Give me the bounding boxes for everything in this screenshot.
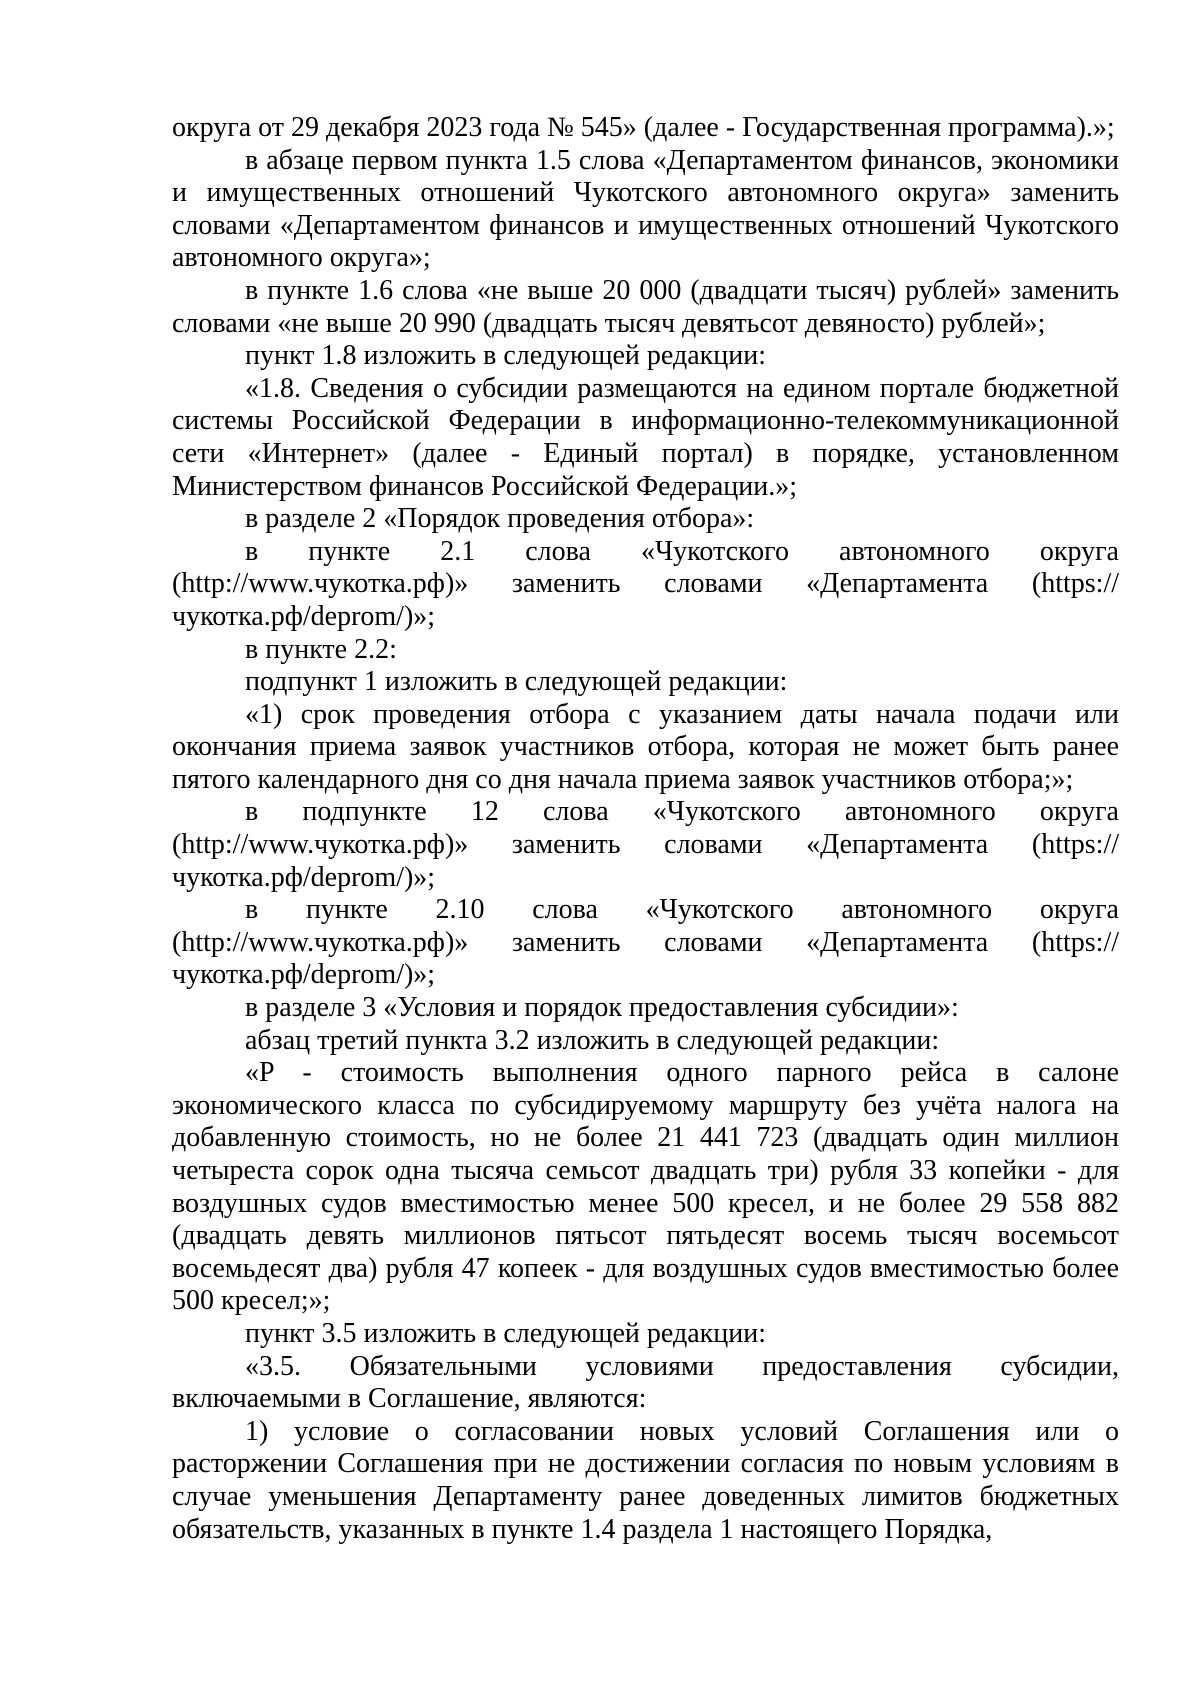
paragraph-4: пункт 1.8 изложить в следующей редакции: <box>245 340 766 372</box>
paragraph-8: в пункте 2.2: <box>245 633 397 665</box>
paragraph-15: «P - стоимость выполнения одного парного рейса в салоне экономического класса по субсидируемому маршруту без учёта налога на добавленную стоимость, но не более 21 441 723 (двадцать один миллион четыреста сорок одна тысяча семьсот двадцать три) рубля 33 копейки - для воздушных судов вместимостью менее 500 кресел, и не более 29 558 882 (двадцать девять миллионов пятьсот пятьдесят восемь тысяч восемьсот восемьдесят два) рубля 47 копеек - для воздушных судов вместимостью более 500 кресел;»; <box>172 1057 1119 1317</box>
paragraph-17: «3.5. Обязательными условиями предоставления субсидии, включаемыми в Соглашение, являются: <box>172 1350 1119 1415</box>
paragraph-18: 1) условие о согласовании новых условий Соглашения или о расторжении Соглашения при не достижении согласия по новым условиям в случае уменьшения Департаменту ранее доведенных лимитов бюджетных обязательств, указанных в пункте 1.4 раздела 1 настоящего Порядка, <box>172 1415 1119 1545</box>
paragraph-10: «1) срок проведения отбора с указанием даты начала подачи или окончания приема заявок участников отбора, которая не может быть ранее пятого календарного дня со дня начала приема заявок участников отбора;»; <box>172 698 1119 795</box>
paragraph-16: пункт 3.5 изложить в следующей редакции: <box>245 1317 766 1349</box>
paragraph-13: в разделе 3 «Условия и порядок предоставления субсидии»: <box>245 992 959 1024</box>
document-page <box>172 112 1119 1546</box>
paragraph-3: в пункте 1.6 слова «не выше 20 000 (двадцати тысяч) рублей» заменить словами «не выше 20 990 (двадцать тысяч девятьсот девяносто) рублей»; <box>172 274 1119 339</box>
paragraph-11: в подпункте 12 слова «Чукотского автономного округа (http://www.чукотка.рф)» заменить словами «Департамента (https://чукотка.рф/deprom/)»; <box>172 796 1119 893</box>
paragraph-7: в пункте 2.1 слова «Чукотского автономного округа (http://www.чукотка.рф)» заменить словами «Департамента (https://чукотка.рф/deprom/)»; <box>172 535 1119 632</box>
paragraph-6: в разделе 2 «Порядок проведения отбора»: <box>245 503 755 535</box>
paragraph-5: «1.8. Сведения о субсидии размещаются на едином портале бюджетной системы Российской Федерации в информационно-телекоммуникационной сети «Интернет» (далее - Единый портал) в порядке, установленном Министерством финансов Российской Федерации.»; <box>172 372 1119 502</box>
paragraph-2: в абзаце первом пункта 1.5 слова «Департаментом финансов, экономики и имущественных отношений Чукотского автономного округа» заменить словами «Департаментом финансов и имущественных отношений Чукотского автономного округа»; <box>172 144 1119 274</box>
paragraph-12: в пункте 2.10 слова «Чукотского автономного округа (http://www.чукотка.рф)» заменить словами «Департамента (https://чукотка.рф/deprom/)»; <box>172 894 1119 991</box>
paragraph-9: подпункт 1 изложить в следующей редакции: <box>245 666 788 698</box>
paragraph-14: абзац третий пункта 3.2 изложить в следующей редакции: <box>245 1024 940 1056</box>
paragraph-1: округа от 29 декабря 2023 года № 545» (далее - Государственная программа).»; <box>172 112 1115 143</box>
